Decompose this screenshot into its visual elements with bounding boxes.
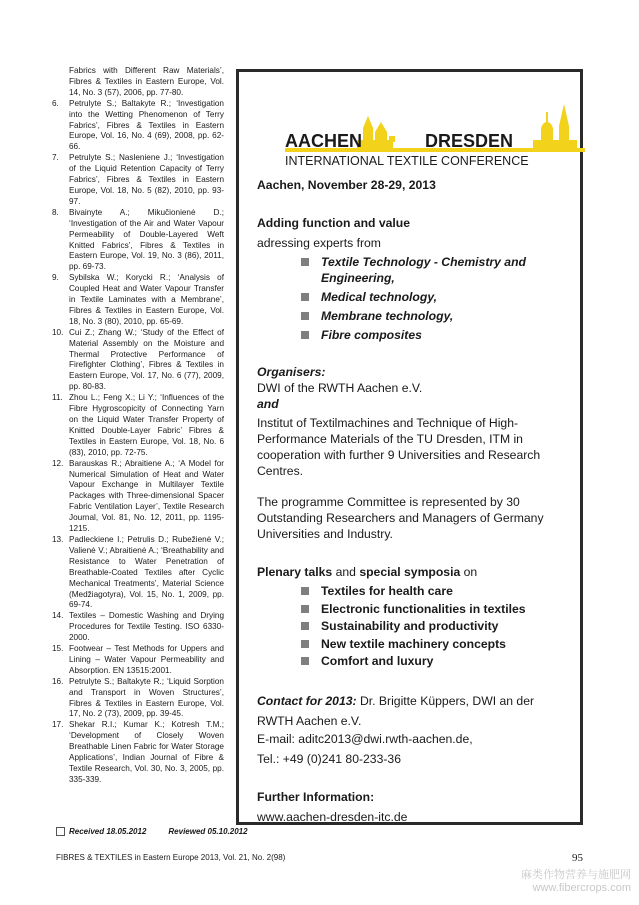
list-item <box>257 583 572 601</box>
logo-subtitle: INTERNATIONAL TEXTILE CONFERENCE <box>285 154 529 168</box>
reference-text: Petrulyte S.; Baltakyte R.; ‘Investigation into the Wetting Phenomenon of Terry Fabrics’, Fibres & Textiles in Eastern Europe, Vol. 16, No. 4 (69), 2008, pp. 62-66. <box>69 98 224 152</box>
square-bullet-icon <box>301 587 309 595</box>
symposium-item: New textile machinery concepts <box>321 636 506 651</box>
reference-number: 12. <box>52 458 64 468</box>
plenary-and: and <box>332 565 360 579</box>
reference-text: Shekar R.I.; Kumar K.; Kotresh T.M.; ‘Development of Closely Woven Breathable Linen Fabric for Water Storage Applications’, Indian Journal of Fibre & Textile Research, Vol. 30, No. 3, 2005, pp. 335-339. <box>69 720 224 784</box>
reference-item <box>52 393 224 458</box>
organiser-1: DWI of the RWTH Aachen e.V. <box>257 381 423 395</box>
watermark-line2: www.fibercrops.com <box>532 882 631 894</box>
contact-text: Dr. Brigitte Küppers, DWI an der RWTH Aachen e.V. <box>257 694 535 728</box>
symposium-item: Sustainability and productivity <box>321 619 499 633</box>
reference-number: 13. <box>52 534 64 544</box>
topic-list <box>257 254 572 343</box>
received-info <box>56 827 248 836</box>
reference-text: Petrulyte S.; Nasleniene J.; ‘Investigation of the Liquid Retention Capacity of Terry Fabrics’, Fibres & Textiles in Eastern Europe, Vol. 18, No. 5 (82), 2010, pp. 93-97. <box>69 153 224 206</box>
reference-item <box>52 677 224 721</box>
list-item <box>257 254 572 286</box>
square-bullet-icon <box>301 657 309 665</box>
list-item <box>257 601 572 619</box>
list-item <box>257 308 572 324</box>
reference-item <box>52 273 224 328</box>
dresden-skyline-icon <box>533 104 577 148</box>
conference-date: Aachen, November 28-29, 2013 <box>257 178 436 192</box>
symposium-item: Textiles for health care <box>321 584 453 598</box>
received-date: Received 18.05.2012 <box>69 827 147 836</box>
list-item <box>257 653 572 671</box>
plenary-talks: Plenary talks <box>257 565 333 579</box>
list-item <box>257 327 572 343</box>
journal-footer: FIBRES & TEXTILES in Eastern Europe 2013, Vol. 21, No. 2(98) <box>56 853 286 862</box>
reference-item <box>52 459 224 535</box>
square-bullet-icon <box>301 640 309 648</box>
square-bullet-icon <box>301 258 309 266</box>
symposia-list <box>257 583 572 671</box>
reference-item <box>52 328 224 393</box>
watermark-line1: 麻类作物营养与施肥网 <box>521 869 631 881</box>
symposium-item: Electronic functionalities in textiles <box>321 601 526 616</box>
reference-text: Textiles – Domestic Washing and Drying Procedures for Textile Testing. ISO 6330-2000. <box>69 611 224 643</box>
logo-graphic <box>285 100 585 170</box>
reviewed-date: Reviewed 05.10.2012 <box>168 827 248 837</box>
contact-phone: Tel.: +49 (0)241 80-233-36 <box>257 752 401 766</box>
contact-label: Contact for 2013: <box>257 694 357 708</box>
aachen-cathedral-icon <box>357 116 395 148</box>
list-item <box>257 289 572 305</box>
organisers-label: Organisers: <box>257 365 326 379</box>
topic-item: Fibre composites <box>321 328 422 342</box>
plenary-heading <box>257 564 572 580</box>
reference-item <box>52 208 224 273</box>
list-item <box>257 636 572 654</box>
reference-number: 11. <box>52 393 63 403</box>
reference-number: 10. <box>52 327 64 337</box>
reference-text: Padleckiene I.; Petrulis D.; Rubežienė V.; Valienė V.; Abraitienė A.; ‘Breathability and Resistance to Water Penetration of Breathable-Coated Textiles after Cyclic Mechanical Treatments’, Material Science (Medžiagotyra), Vol. 15, No. 1, 2009, pp. 69-74. <box>69 534 224 610</box>
watermark <box>521 869 631 895</box>
reference-text: Zhou L.; Feng X.; Li Y.; ‘Influences of the Fibre Hygroscopicity of Connecting Yarn on the Liquid Water Transfer Property of Knitted Double-Layer Fabric’ Fibres & Textiles in Eastern Europe, Vol. 18, No. 6 (83), 2010, pp. 72-75. <box>69 393 224 457</box>
topic-item: Membrane technology, <box>321 309 454 323</box>
contact-block <box>257 691 572 731</box>
reference-item <box>52 99 224 154</box>
reference-text: Sybilska W.; Korycki R.; ‘Analysis of Coupled Heat and Water Vapour Transfer in Textile Laminates with a Membrane’, Fibres & Textiles in Eastern Europe, Vol. 18, No. 3 (80), 2010, pp. 65-69. <box>69 273 224 326</box>
reference-number: 6. <box>52 98 59 108</box>
reference-text: Footwear – Test Methods for Uppers and Lining – Water Vapour Permeability and Absorption. EN 13515:2001. <box>69 644 224 675</box>
logo-aachen-text: AACHEN <box>285 131 363 151</box>
reference-text: Petrulyte S.; Baltakyte R.; ‘Liquid Sorption and Transport in Woven Structures’, Fibres & Textiles in Eastern Europe, Vol. 17, No. 2 (73), 2009, pp. 39-45. <box>69 676 224 719</box>
plenary-on: on <box>460 565 478 579</box>
reference-item <box>52 66 224 99</box>
ad-subheading: adressing experts from <box>257 236 381 250</box>
reference-item <box>52 644 224 677</box>
organiser-2: Institut of Textilmachines and Technique of High-Performance Materials of the TU Dresden, ITM in cooperation with further 9 Universities and Research Centres. <box>257 416 541 478</box>
logo-dresden-text: DRESDEN <box>425 131 514 151</box>
conference-logo <box>285 100 585 170</box>
reference-number: 15. <box>52 644 64 654</box>
square-icon <box>56 827 65 836</box>
and-text: and <box>257 397 279 411</box>
further-info-label: Further Information: <box>257 790 375 804</box>
reference-item <box>52 535 224 611</box>
topic-item: Medical technology, <box>321 290 438 304</box>
reference-text: Bivainyte A.; Mikučionienė D.; ‘Investigation of the Air and Water Vapour Permeability of Double-Layered Weft Knitted Fabrics’, Fibres & Textiles in Eastern Europe, Vol. 19, No. 3 (86), 2011, pp. 69-73. <box>69 207 224 272</box>
reference-text: Barauskas R.; Abraitiene A.; ‘A Model for Numerical Simulation of Heat and Water Vapour Exchange in Multilayer Textile Packages with Three-dimensional Spacer Fabric Ventilation Layer’, Textile Research Journal, Vol. 81, No. 12, 2011, pp. 1195-1215. <box>69 458 224 534</box>
committee-text: The programme Committee is represented by 30 Outstanding Researchers and Managers of Germany Universities and Industry. <box>257 495 544 541</box>
reference-text: Fabrics with Different Raw Materials’, Fibres & Textiles in Eastern Europe, Vol. 14, No. 3 (57), 2006, pp. 77-80. <box>69 66 224 97</box>
conference-ad <box>236 69 583 825</box>
square-bullet-icon <box>301 605 309 613</box>
page-number: 95 <box>572 852 583 864</box>
square-bullet-icon <box>301 312 309 320</box>
reference-number: 7. <box>52 153 59 163</box>
reference-number: 16. <box>52 676 64 686</box>
ad-heading: Adding function and value <box>257 216 411 230</box>
special-symposia: special symposia <box>359 565 461 579</box>
reference-item <box>52 153 224 208</box>
contact-email: E-mail: aditc2013@dwi.rwth-aachen.de, <box>257 732 473 746</box>
reference-text: Cui Z.; Zhang W.; ‘Study of the Effect of Material Assembly on the Moisture and Thermal Protective Performance of Firefighter Clothing’, Fibres & Textiles in Eastern Europe, Vol. 17, No. 6 (77), 2009, pp. 80-83. <box>69 327 224 392</box>
reference-number: 14. <box>52 611 64 621</box>
reference-number: 9. <box>52 273 59 283</box>
reference-number: 8. <box>52 207 59 217</box>
reference-item <box>52 611 224 644</box>
website-link[interactable]: www.aachen-dresden-itc.de <box>257 810 408 824</box>
square-bullet-icon <box>301 293 309 301</box>
topic-item: Textile Technology - Chemistry and Engineering, <box>321 255 526 285</box>
reference-list <box>52 66 224 786</box>
reference-number: 17. <box>52 720 64 730</box>
list-item <box>257 618 572 636</box>
square-bullet-icon <box>301 331 309 339</box>
reference-item <box>52 720 224 785</box>
square-bullet-icon <box>301 622 309 630</box>
symposium-item: Comfort and luxury <box>321 654 434 668</box>
